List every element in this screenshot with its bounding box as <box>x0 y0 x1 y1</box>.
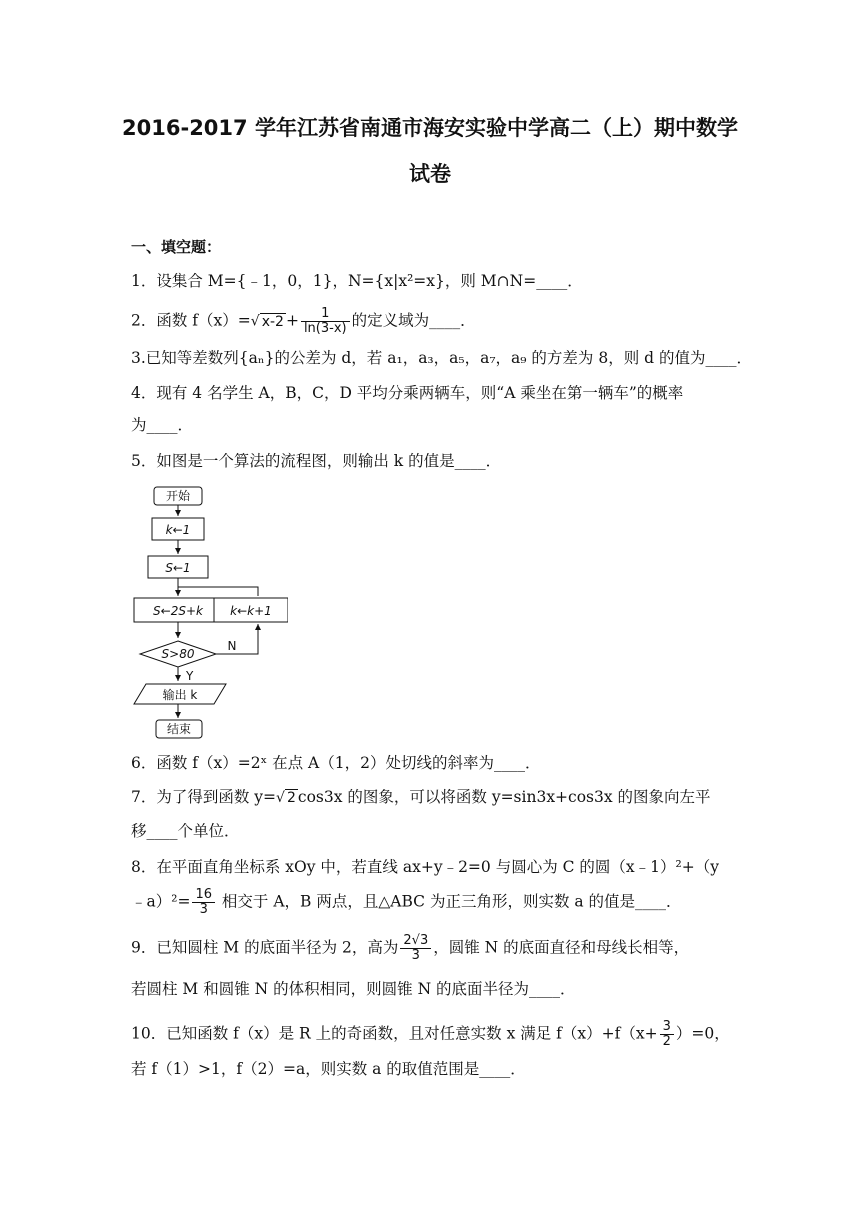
question-7-line2: 移____个单位． <box>131 822 240 840</box>
q8-frac-den: 3 <box>199 902 208 917</box>
q10-suffix: ）=0， <box>675 1024 730 1043</box>
q2-suffix: 的定义域为____． <box>351 311 476 330</box>
question-1: 1．设集合 M={﹣1，0，1}，N={x|x²=x}，则 M∩N=____． <box>131 272 583 290</box>
exam-title-line1: 2016-2017 学年江苏省南通市海安实验中学高二（上）期中数学 <box>122 116 738 140</box>
question-9-line1 <box>131 934 689 963</box>
flow-yes-label: Y <box>186 669 194 683</box>
q9-prefix: 9．已知圆柱 M 的底面半径为 2，高为 <box>131 938 399 957</box>
question-2 <box>131 307 476 336</box>
q2-plus: + <box>285 311 299 330</box>
q9-suffix: ，圆锥 N 的底面直径和母线长相等， <box>433 938 690 957</box>
q8-line2-prefix: ﹣a）²= <box>131 892 191 911</box>
q10-frac-den: 2 <box>662 1034 671 1049</box>
q2-frac-num: 1 <box>301 307 350 322</box>
question-8-line1: 8．在平面直角坐标系 xOy 中，若直线 ax+y﹣2=0 与圆心为 C 的圆（x﹣1）²+（y <box>131 858 719 876</box>
q7-suffix: cos3x 的图象，可以将函数 y=sin3x+cos3x 的图象向左平 <box>297 788 711 806</box>
question-9-line2: 若圆柱 M 和圆锥 N 的体积相同，则圆锥 N 的底面半径为____． <box>131 980 576 998</box>
question-4-line2: 为____． <box>131 416 194 434</box>
flow-end-label: 结束 <box>166 722 192 736</box>
flow-update-k-label: k←k+1 <box>230 604 272 618</box>
sqrt-symbol: √ x-2 <box>250 313 284 330</box>
exam-title-line2: 试卷 <box>409 162 451 186</box>
flow-condition-label: S>80 <box>161 647 195 661</box>
flow-no-label: N <box>227 639 237 653</box>
question-5: 5．如图是一个算法的流程图，则输出 k 的值是____． <box>131 452 502 470</box>
q8-fraction <box>192 888 215 917</box>
question-7-line1 <box>131 786 711 809</box>
q8-frac-num: 16 <box>192 888 215 903</box>
question-6: 6．函数 f（x）=2ˣ 在点 A（1，2）处切线的斜率为____． <box>131 754 541 772</box>
q2-fraction <box>301 307 350 336</box>
q7-sqrt-body: 2 <box>286 790 296 806</box>
q10-frac-num: 3 <box>660 1020 674 1035</box>
question-8-line2 <box>131 888 682 917</box>
section-heading: 一、填空题： <box>131 238 222 256</box>
q2-frac-den: ln(3-x) <box>303 321 347 336</box>
q7-prefix: 7．为了得到函数 y= <box>131 788 277 806</box>
flow-update-s-label: S←2S+k <box>153 604 203 618</box>
sqrt-symbol: √ 2 <box>276 790 296 806</box>
flow-output-label: 输出 k <box>162 688 198 702</box>
q9-frac-num: 2√3 <box>400 934 431 949</box>
q8-line2-suffix: 相交于 A，B 两点，且△ABC 为正三角形，则实数 a 的值是____． <box>217 892 682 911</box>
q9-fraction <box>400 934 431 963</box>
question-10-line2: 若 f（1）>1，f（2）=a，则实数 a 的取值范围是____． <box>131 1060 526 1078</box>
q10-prefix: 10．已知函数 f（x）是 R 上的奇函数，且对任意实数 x 满足 f（x）+f（x+ <box>131 1024 658 1043</box>
flowchart <box>128 484 288 740</box>
q10-fraction <box>660 1020 674 1049</box>
question-10-line1 <box>131 1020 730 1049</box>
q9-frac-den: 3 <box>411 948 420 963</box>
flow-init-s-label: S←1 <box>165 561 191 575</box>
flow-init-k-label: k←1 <box>165 523 191 537</box>
q2-prefix: 2．函数 f（x）= <box>131 311 251 330</box>
flow-start-label: 开始 <box>165 489 191 503</box>
question-4-line1: 4．现有 4 名学生 A，B，C，D 平均分乘两辆车，则“A 乘坐在第一辆车”的概率 <box>131 384 684 402</box>
question-3: 3.已知等差数列{aₙ}的公差为 d，若 a₁，a₃，a₅，a₇，a₉ 的方差为 8，则 d 的值为____． <box>131 349 753 367</box>
q2-sqrt-body: x-2 <box>261 313 284 330</box>
